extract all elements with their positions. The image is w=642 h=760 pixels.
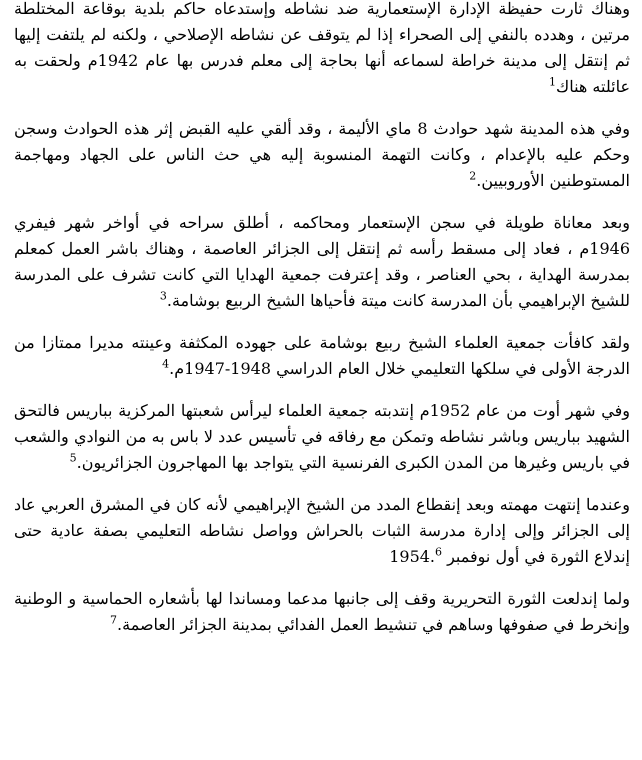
paragraph-1 bbox=[14, 0, 630, 100]
paragraph-3 bbox=[14, 210, 630, 314]
paragraph-text: وفي شهر أوت من عام 1952م إنتدبته جمعية العلماء ليرأس شعبتها المركزية بباريس فالتحق الشهيد بباريس وباشر نشاطه وتمكن مع رفاقه في تأسيس عدد لا باس به من النوادي والشعب في باريس وغيرها من المدن الكبرى الفرنسية التي يتواجد بها المهاجرون الجزائريون. bbox=[14, 401, 630, 472]
footnote-marker[interactable]: 3 bbox=[159, 289, 167, 303]
paragraph-2 bbox=[14, 116, 630, 194]
paragraph-text: وعندما إنتهت مهمته وبعد إنقطاع المدد من الشيخ الإبراهيمي لأنه كان في المشرق العربي عاد إلى الجزائر وإلى إدارة مدرسة الثبات بالحراش وواصل نشاطه التعليمي بصفة عادية حتى إندلاع الثورة في أول نوفمبر 1954. bbox=[14, 495, 631, 566]
paragraph-5 bbox=[14, 398, 630, 476]
footnote-marker[interactable]: 7 bbox=[110, 613, 118, 627]
paragraph-4 bbox=[14, 330, 630, 382]
paragraph-text: ولقد كافأت جمعية العلماء الشيخ ربيع بوشامة على جهوده المكثفة وعينته مديرا ممتازا من الدرجة الأولى في سلكها التعليمي خلال العام الدراسي 1948-1947م. bbox=[14, 333, 630, 378]
footnote-marker[interactable]: 2 bbox=[469, 169, 477, 183]
footnote-marker[interactable]: 5 bbox=[69, 451, 77, 465]
footnote-marker[interactable]: 6 bbox=[435, 545, 443, 559]
paragraph-text: ولما إندلعت الثورة التحريرية وقف إلى جانبها مدعما ومساندا لها بأشعاره الحماسية و الوطنية وإنخرط في صفوفها وساهم في تنشيط العمل الفدائي بمدينة الجزائر العاصمة. bbox=[14, 589, 630, 634]
paragraph-text: وهناك ثارت حفيظة الإدارة الإستعمارية ضد نشاطه وإستدعاه حاكم بلدية بوقاعة المختلطة مرتين ، وهدده بالنفي إلى الصحراء إذا لم يتوقف عن نشاطه الإصلاحي ، ولكنه لم يلتفت إليها ثم إنتقل إلى مدينة خراطة لسماعه أنها بحاجة إلى معلم فدرس بها عام 1942م ولحقت به عائلته هناك bbox=[14, 0, 631, 96]
footnote-marker[interactable]: 4 bbox=[162, 357, 170, 371]
paragraph-text: وبعد معاناة طويلة في سجن الإستعمار ومحاكمه ، أطلق سراحه في أواخر شهر فيفري 1946م ، فعاد إلى مسقط رأسه ثم إنتقل إلى الجزائر العاصمة ، وهناك باشر العمل كمعلم بمدرسة الهداية ، بحي العناصر ، وقد إعترفت جمعية الهدايا التي كانت تشرف على المدرسة للشيخ الإبراهيمي بأن المدرسة كانت ميتة فأحياها الشيخ الربيع بوشامة. bbox=[14, 213, 630, 310]
footnote-marker[interactable]: 1 bbox=[549, 75, 556, 89]
paragraph-text: وفي هذه المدينة شهد حوادث 8 ماي الأليمة ، وقد ألقي عليه القبض إثر هذه الحوادث وسجن وحكم عليه بالإعدام ، وكانت التهمة المنسوبة إليه هي حث الناس على الجهاد ومهاجمة المستوطنين الأوروبيين. bbox=[14, 119, 631, 190]
paragraph-7 bbox=[14, 586, 630, 638]
paragraph-6 bbox=[14, 492, 630, 570]
